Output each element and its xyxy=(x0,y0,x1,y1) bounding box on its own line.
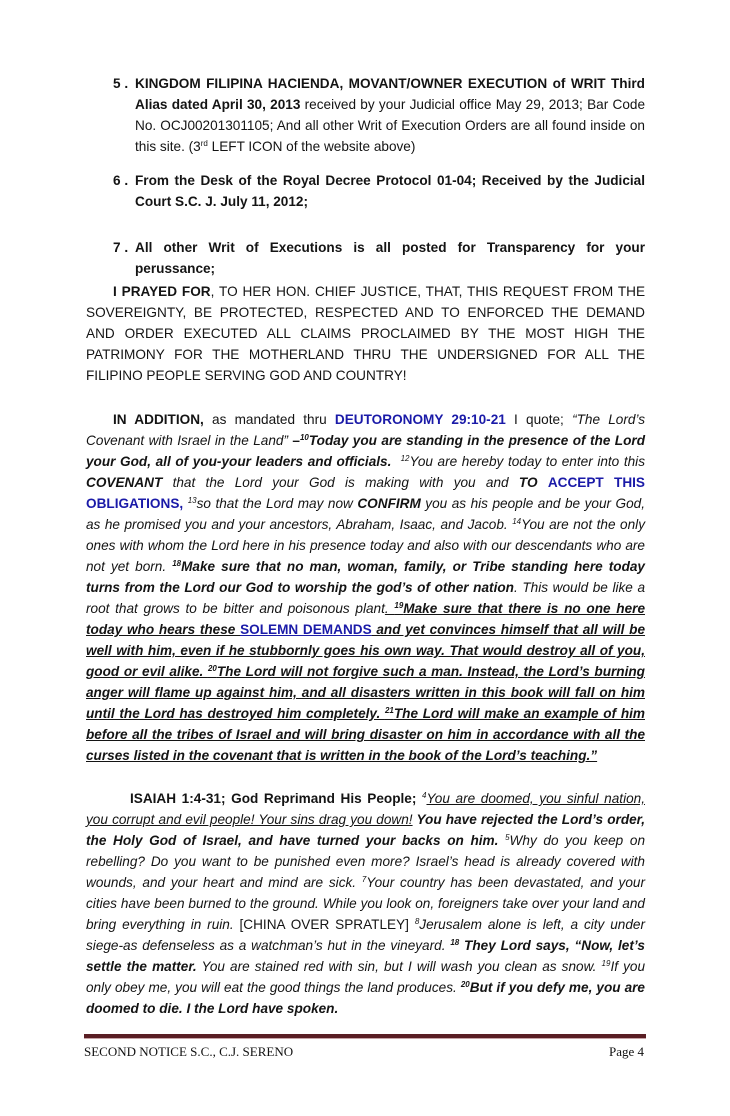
isaiah-paragraph: ISAIAH 1:4-31; God Reprimand His People; $^4$You are doomed, you sinful nation, you corrupt and evil people! Your sins drag you down! You have rejected the Lord’s order, the Holy God of Israel, and have turned your backs on him. $^5$Why do you keep on rebelling? Do you want to be punished even more? Israel’s head is already covered with wounds, and your heart and mind are sick. $^7$Your country has been devastated, and your cities have been burned to the ground. While you look on, foreigners take over your land and bring everything in ruin. [CHINA OVER SPRATLEY] $^8$Jerusalem alone is left, a city under siege-as defenseless as a watchman’s hut in the vineyard. $^{18}$ They Lord says, “Now, let’s settle the matter. You are stained red with sin, but I will wash you clean as snow. $^{19}$If you only obey me, you will eat the good things the land produces. $^{20}$But if you defy me, you are doomed to die. I the Lord have spoken. xyxy=(86,791,646,1016)
confirm-emphasis: CONFIRM xyxy=(357,496,421,511)
list-item-6 xyxy=(113,170,645,212)
list-item-5 xyxy=(113,73,645,157)
addition-lead: IN ADDITION, xyxy=(113,412,204,427)
solemn-demands-link[interactable]: SOLEMN DEMANDS xyxy=(240,622,372,637)
page-number: Page 4 xyxy=(608,1044,644,1059)
item-bold-text: All other Writ of Executions is all posted for Transparency for your perussance; xyxy=(135,240,645,276)
prayer-text: , TO HER HON. CHIEF JUSTICE, THAT, THIS REQUEST FROM THE SOVEREIGNTY, BE PROTECTED, RESPECTED AND TO ENFORCED THE DEMAND AND ORDER EXECUTED ALL CLAIMS PROCLAIMED BY THE MOST HIGH THE PATRIMONY FOR THE MOTHERLAND THRU THE UNDERSIGNED FOR ALL THE FILIPINO PEOPLE SERVING GOD AND COUNTRY! xyxy=(86,284,646,383)
item-bold-text: KINGDOM FILIPINA HACIENDA, MOVANT/OWNER EXECUTION of WRIT Third Alias dated April 30, 2013 xyxy=(135,76,645,112)
item-text: received by your Judicial office May 29, 2013; Bar Code No. OCJ00201301105; And all other Writ of Execution Orders are all found inside on this site. (3 xyxy=(135,97,646,154)
deuteronomy-reference: DEUTORONOMY 29:10-21 xyxy=(334,412,506,427)
list-item-7 xyxy=(113,237,645,279)
china-spratley-note: [CHINA OVER SPRATLEY] xyxy=(233,917,415,932)
addition-paragraph: IN ADDITION, as mandated thru DEUTORONOMY 29:10-21 I quote; “The Lord’s Covenant with Israel in the Land” –$^{10}$Today you are standing in the presence of the Lord your God, all of you-your leaders and officials. $^{12}$You are hereby today to enter into this COVENANT that the Lord your God is making with you and TO ACCEPT THIS OBLIGATIONS, $^{13}$so that the Lord may now CONFIRM you as his people and be your God, as he promised you and your ancestors, Abraham, Isaac, and Jacob. $^{14}$You are not the only ones with whom the Lord here in his presence today and also with our descendants who are not yet born. $^{18}$Make sure that no man, woman, family, or Tribe standing here today turns from the Lord our God to worship the god’s of other nation. This would be like a root that grows to be bitter and poisonous plant. $^{19}$Make sure that there is no one here today who hears these SOLEMN DEMANDS and yet convinces himself that all will be well with him, even if he stubbornly goes his own way. That would destroy all of you, good or evil alike. $^{20}$The Lord will not forgive such a man. Instead, the Lord’s burning anger will flame up against him, and all disasters written in this book will fall on him until the Lord has destroyed him completely. $^{21}$The Lord will make an example of him before all the tribes of Israel and will bring disaster on him in accordance with all the curses listed in the covenant that is written in the book of the Lord’s teaching.” xyxy=(86,412,646,763)
item-bold-text: From the Desk of the Royal Decree Protocol 01-04; Received by the Judicial Court S.C. J. July 11, 2012; xyxy=(135,173,645,209)
prayer-paragraph xyxy=(86,281,645,386)
isaiah-lead: ISAIAH 1:4-31; God Reprimand His People; xyxy=(130,791,423,806)
covenant-emphasis: COVENANT xyxy=(86,475,163,490)
footer-title: SECOND NOTICE S.C., C.J. SERENO xyxy=(84,1044,294,1059)
accept-obligations-emphasis: ACCEPT THIS OBLIGATIONS xyxy=(86,475,645,511)
item-text: LEFT ICON of the website above) xyxy=(207,139,416,154)
prayer-lead: I PRAYED FOR xyxy=(113,284,211,299)
superscript: rd xyxy=(200,139,208,148)
item-number: 6 . xyxy=(113,173,129,188)
item-number: 7 . xyxy=(113,240,129,255)
item-number: 5 . xyxy=(113,76,129,91)
footer-divider-shadow xyxy=(84,1038,646,1039)
